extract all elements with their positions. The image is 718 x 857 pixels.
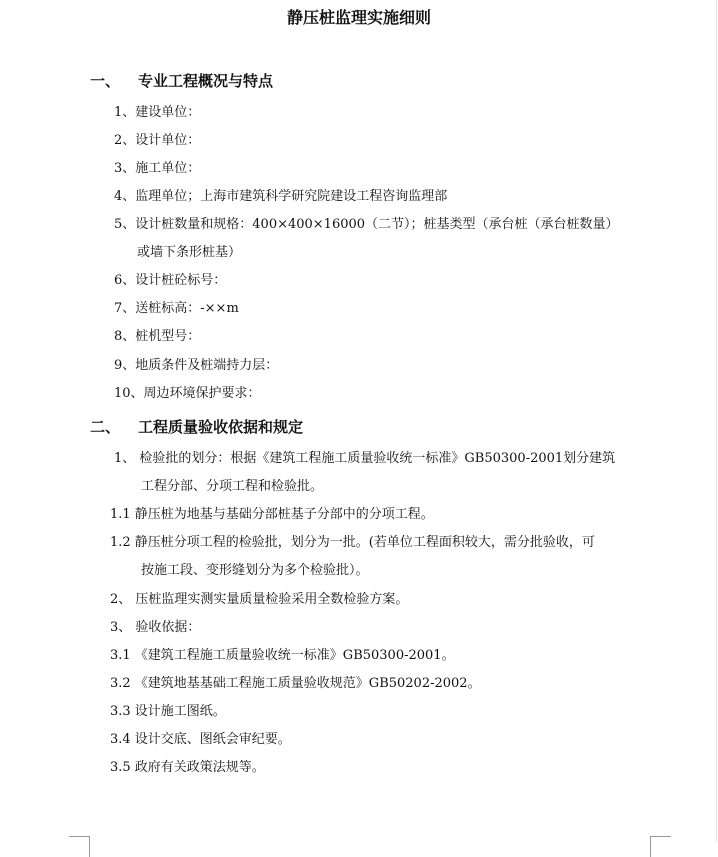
section-1-heading xyxy=(90,70,273,91)
section-1-item-10: 10、周边环境保护要求： xyxy=(114,386,261,401)
section-2-item-3-5: 3.5 政府有关政策法规等。 xyxy=(110,760,265,775)
section-2-item-3: 3、 验收依据： xyxy=(110,620,201,635)
section-2-item-3-1: 3.1 《建筑工程施工质量验收统一标准》GB50300-2001。 xyxy=(110,648,455,663)
section-2-item-1: 1、 检验批的划分：根据《建筑工程施工质量验收统一标准》GB50300-2001划分建筑 xyxy=(114,451,616,466)
document-title: 静压桩监理实施细则 xyxy=(286,8,431,27)
section-1-item-2: 2、设计单位： xyxy=(114,133,201,148)
section-1-item-9: 9、地质条件及桩端持力层： xyxy=(114,358,279,373)
section-2-item-1-cont: 工程分部、分项工程和检验批。 xyxy=(141,479,324,494)
section-2-heading xyxy=(90,416,303,437)
section-2-title: 工程质量验收依据和规定 xyxy=(138,418,304,436)
section-1-title: 专业工程概况与特点 xyxy=(138,72,274,90)
crop-mark-bottom-left xyxy=(69,836,90,857)
section-2-item-3-3: 3.3 设计施工图纸。 xyxy=(110,704,226,719)
section-2-item-1-2: 1.2 静压桩分项工程的检验批，划分为一批。(若单位工程面积较大，需分批验收，可 xyxy=(110,535,595,550)
section-2-item-1-1: 1.1 静压桩为地基与基础分部桩基子分部中的分项工程。 xyxy=(110,507,434,522)
section-1-item-5: 5、设计桩数量和规格：400×400×16000（二节）；桩基类型（承台桩（承台桩数量） xyxy=(114,217,619,232)
section-2-item-3-2: 3.2 《建筑地基基础工程施工质量验收规范》GB50202-2002。 xyxy=(110,676,481,691)
section-2-item-1-2-cont: 按施工段、变形缝划分为多个检验批）。 xyxy=(141,563,369,578)
section-1-item-4: 4、监理单位；上海市建筑科学研究院建设工程咨询监理部 xyxy=(114,189,448,204)
section-1-number: 一、 xyxy=(90,72,121,90)
crop-mark-bottom-right xyxy=(650,836,671,857)
section-2-number: 二、 xyxy=(90,418,121,436)
section-2-item-2: 2、 压桩监理实测实量质量检验采用全数检验方案。 xyxy=(110,592,409,607)
section-1-item-7: 7、送桩标高：-××m xyxy=(114,301,239,316)
section-1-item-1: 1、建设单位： xyxy=(114,105,201,120)
page-edge xyxy=(716,0,717,842)
section-1-item-6: 6、设计桩砼标号： xyxy=(114,273,227,288)
section-2-item-3-4: 3.4 设计交底、图纸会审纪要。 xyxy=(110,732,291,747)
section-1-item-8: 8、桩机型号： xyxy=(114,329,201,344)
section-1-item-3: 3、施工单位： xyxy=(114,161,201,176)
section-1-item-5-cont: 或墙下条形桩基） xyxy=(137,245,242,260)
